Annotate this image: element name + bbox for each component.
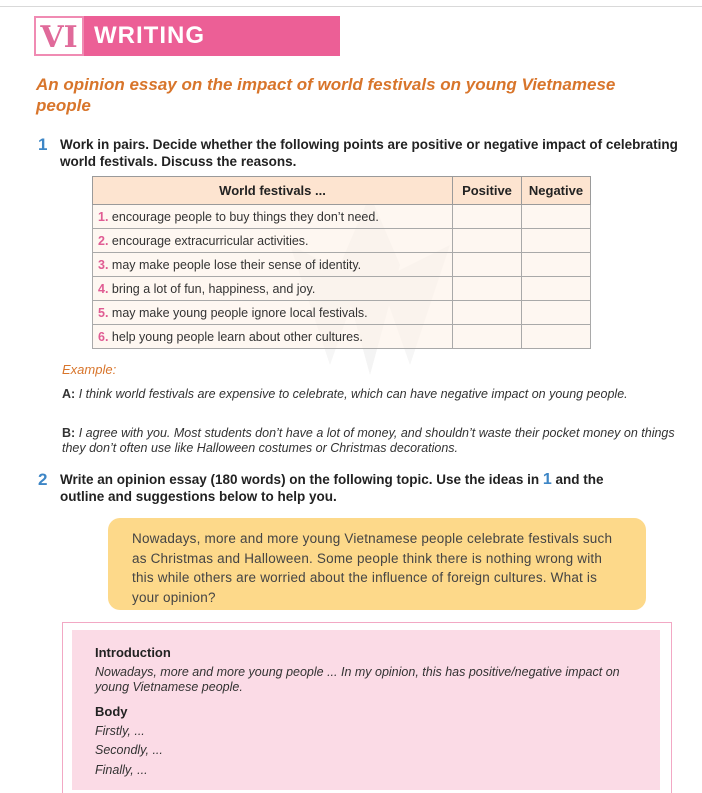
task-2-ref: 1 <box>542 471 552 488</box>
example-b-text: I agree with you. Most students don’t have a lot of money, and shouldn’t waste their pocket money on things they don’t often use like Halloween costumes or Christmas decorations. <box>62 426 675 455</box>
task-2-number: 2 <box>38 470 48 489</box>
point-text: help young people learn about other cultures. <box>111 329 363 344</box>
table-row <box>93 229 591 253</box>
point-number: 2. <box>98 233 109 248</box>
point-cell <box>93 253 453 277</box>
example-line-b <box>62 426 677 456</box>
section-header <box>34 16 340 56</box>
essay-subtitle: An opinion essay on the impact of world festivals on young Vietnamese people <box>36 75 616 115</box>
essay-topic-box <box>108 518 646 610</box>
speaker-a: A: <box>62 387 76 401</box>
body-line-finally: Finally, ... <box>95 763 148 777</box>
positive-cell[interactable] <box>453 325 522 349</box>
point-cell <box>93 301 453 325</box>
body-line-firstly: Firstly, ... <box>95 724 145 738</box>
negative-cell[interactable] <box>522 205 591 229</box>
positive-cell[interactable] <box>453 253 522 277</box>
point-text: encourage people to buy things they don’t need. <box>111 209 379 224</box>
point-text: may make young people ignore local festivals. <box>111 305 368 320</box>
negative-cell[interactable] <box>522 325 591 349</box>
task-2-instruction <box>60 471 648 505</box>
task-2-text-after: and the outline and suggestions below to help you. <box>60 472 604 504</box>
positive-cell[interactable] <box>453 301 522 325</box>
col-header-festivals: World festivals ... <box>93 177 453 205</box>
essay-topic-text: Nowadays, more and more young Vietnamese people celebrate festivals such as Christmas and Halloween. Some people think there is nothing wrong with this while others are worried about the influence of foreign cultures. What is your opinion? <box>132 531 613 605</box>
task-1-instruction: Work in pairs. Decide whether the following points are positive or negative impact of celebrating world festivals. Discuss the reasons. <box>60 137 678 169</box>
table-row <box>93 301 591 325</box>
festival-points-table <box>92 176 591 349</box>
point-number: 4. <box>98 281 109 296</box>
task-2 <box>38 471 648 505</box>
negative-cell[interactable] <box>522 277 591 301</box>
point-text: encourage extracurricular activities. <box>111 233 309 248</box>
point-cell <box>93 205 453 229</box>
table-row <box>93 253 591 277</box>
point-number: 6. <box>98 329 109 344</box>
example-label: Example: <box>62 362 117 377</box>
col-header-positive: Positive <box>453 177 522 205</box>
section-title: WRITING <box>84 16 340 56</box>
intro-heading: Introduction <box>95 645 171 660</box>
point-text: bring a lot of fun, happiness, and joy. <box>111 281 316 296</box>
body-line-secondly: Secondly, ... <box>95 743 163 757</box>
section-number: VI <box>34 16 84 56</box>
positive-cell[interactable] <box>453 277 522 301</box>
task-1 <box>38 136 678 170</box>
table-row <box>93 205 591 229</box>
body-heading: Body <box>95 704 128 719</box>
intro-text: Nowadays, more and more young people ... In my opinion, this has positive/negative impact on young Vietnamese people. <box>95 665 620 694</box>
positive-cell[interactable] <box>453 229 522 253</box>
negative-cell[interactable] <box>522 253 591 277</box>
positive-cell[interactable] <box>453 205 522 229</box>
point-cell <box>93 229 453 253</box>
negative-cell[interactable] <box>522 301 591 325</box>
task-1-number: 1 <box>38 135 48 154</box>
col-header-negative: Negative <box>522 177 591 205</box>
example-line-a <box>62 387 677 402</box>
table-row <box>93 325 591 349</box>
example-a-text: I think world festivals are expensive to celebrate, which can have negative impact on young people. <box>78 387 628 401</box>
point-cell <box>93 325 453 349</box>
top-rule <box>0 6 702 7</box>
task-2-text-before: Write an opinion essay (180 words) on the following topic. Use the ideas in <box>60 472 540 487</box>
point-text: may make people lose their sense of identity. <box>111 257 362 272</box>
negative-cell[interactable] <box>522 229 591 253</box>
point-cell <box>93 277 453 301</box>
speaker-b: B: <box>62 426 76 440</box>
point-number: 1. <box>98 209 109 224</box>
table-row <box>93 277 591 301</box>
table-header-row <box>93 177 591 205</box>
point-number: 5. <box>98 305 109 320</box>
point-number: 3. <box>98 257 109 272</box>
